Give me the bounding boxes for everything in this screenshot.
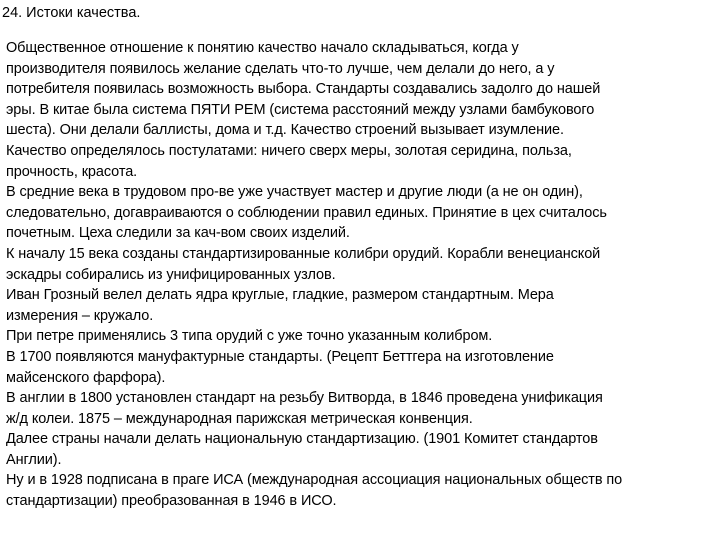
body-text-line: При петре применялись 3 типа орудий с уже точно указанным колибром. (6, 328, 493, 345)
body-text-line: Далее страны начали делать национальную стандартизацию. (1901 Комитет стандартов (6, 431, 598, 448)
body-text-line: шеста). Они делали баллисты, дома и т.д. Качество строений вызывает изумление. (6, 122, 564, 139)
body-text-line: стандартизации) преобразованная в 1946 в ИСО. (6, 493, 337, 510)
body-text-line: Ну и в 1928 подписана в праге ИСА (международная ассоциация национальных обществ по (6, 472, 623, 489)
body-text-line: К началу 15 века созданы стандартизированные колибри орудий. Корабли венецианской (6, 245, 601, 262)
body-text-line: Общественное отношение к понятию качество начало складываться, когда у (6, 40, 519, 56)
body-text-line: майсенского фарфора). (6, 369, 166, 386)
body-text-line: эскадры собирались из унифицированных узлов. (6, 266, 336, 283)
body-text-line: следовательно, догавраиваются о соблюдении правил единых. Принятие в цех считалось (6, 204, 607, 221)
body-text-line: Иван Грозный велел делать ядра круглые, гладкие, размером стандартным. Мера (6, 287, 554, 304)
slide-body (6, 38, 718, 512)
body-text-line: В средние века в трудовом про-ве уже участвует мастер и другие люди (а не он один), (6, 184, 583, 201)
body-text-line: В англии в 1800 установлен стандарт на резьбу Витворда, в 1846 проведена унификация (6, 390, 603, 407)
body-text-line: В 1700 появляются мануфактурные стандарты. (Рецепт Беттгера на изготовление (6, 348, 554, 365)
body-text-line: эры. В китае была система ПЯТИ РЕМ (система расстояний между узлами бамбукового (6, 101, 595, 118)
body-text-line: прочность, красота. (6, 163, 138, 180)
body-text-line: Англии). (6, 451, 62, 468)
body-text-line: ж/д колеи. 1875 – международная парижская метрическая конвенция. (6, 410, 473, 427)
body-text-line: измерения – кружало. (6, 307, 154, 324)
body-text-line: производителя появилось желание сделать что-то лучше, чем делали до него, а у (6, 60, 555, 77)
body-text-line: потребителя появилась возможность выбора. Стандарты создавались задолго до нашей (6, 81, 601, 98)
slide-title: 24. Истоки качества. (2, 5, 141, 21)
body-text-line: Качество определялось постулатами: ничего сверх меры, золотая серидина, польза, (6, 142, 572, 159)
body-text-line: почетным. Цеха следили за кач-вом своих изделий. (6, 225, 350, 242)
